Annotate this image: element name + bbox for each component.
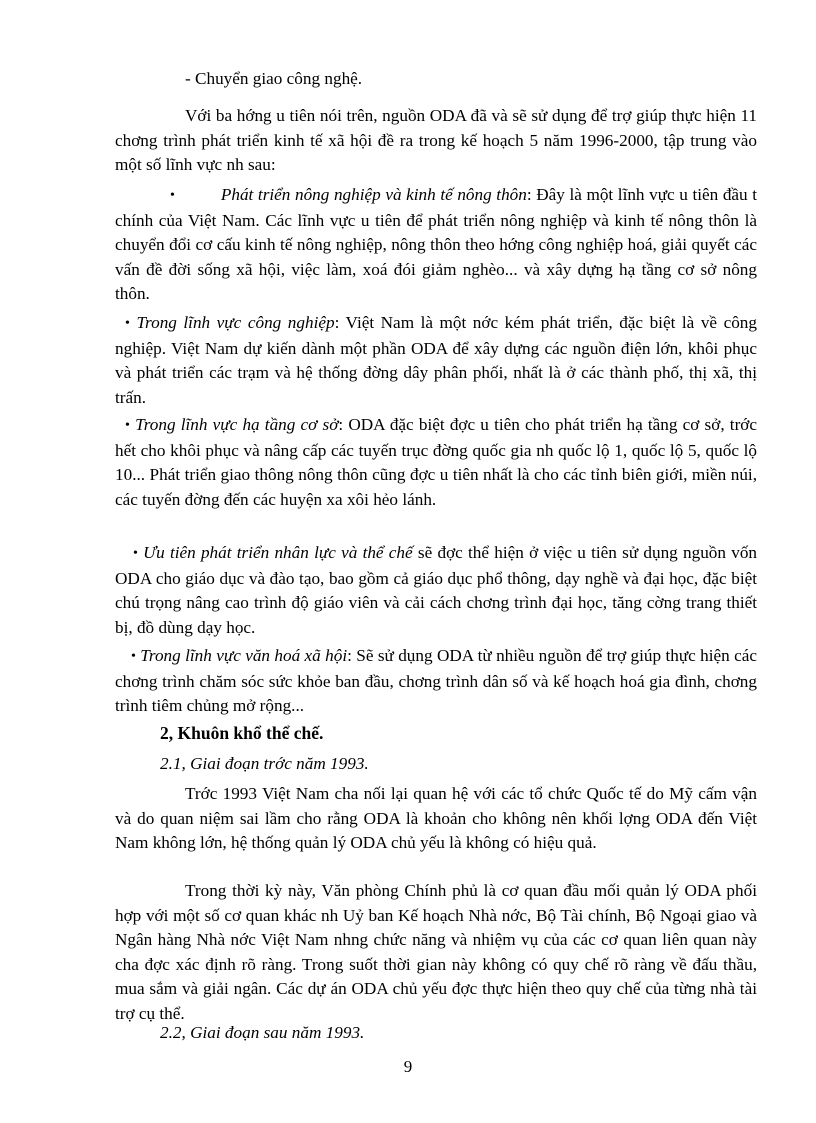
bullet-human-resources <box>115 541 757 640</box>
bullet-industry <box>115 311 757 410</box>
bullet-text: : Sẽ sử dụng ODA từ nhiều nguồn để trợ giúp thực hiện các chơng trình chăm sóc sức khỏe ban đầu, chơng trình dân số và kế hoạch hoá gia đình, chơng trình tiêm chủng mở rộng... <box>115 646 758 715</box>
bullet-icon: • <box>125 418 130 433</box>
bullet-text: sẽ đợc thể hiện ở việc u tiên sử dụng nguồn vốn ODA cho giáo dục và đào tạo, bao gồm cả giáo dục phổ thông, dạy nghề và đại học, đặc biệt chú trọng nâng cao trình độ giáo viên và cải cách chơng trình đại học, tăng cờng trang thiết bị, đồ dùng dạy học. <box>115 543 758 637</box>
bullet-icon: • <box>133 546 138 561</box>
subsection-heading-2-2: 2.2, Giai đoạn sau năm 1993. <box>160 1023 365 1042</box>
intro-paragraph: Với ba hớng u tiên nói trên, nguồn ODA đã và sẽ sử dụng để trợ giúp thực hiện 11 chơng trình phát triển kinh tế xã hội đề ra trong kế hoạch 5 năm 1996-2000, tập trung vào một số lĩnh vực nh sau: <box>115 106 757 174</box>
bullet-infrastructure <box>115 413 757 512</box>
bullet-text: : Việt Nam là một nớc kém phát triển, đặc biệt là về công nghiệp. Việt Nam dự kiến dành một phần ODA để xây dựng các nguồn điện lớn, khôi phục và phát triển các trạm và hệ thống đờng dây phân phối, nhất là ở các thành phố, thị xã, thị trấn. <box>115 313 757 407</box>
section-heading: 2, Khuôn khổ thể chế. <box>160 723 324 743</box>
paragraph-2-1-a: Trớc 1993 Việt Nam cha nối lại quan hệ với các tổ chức Quốc tế do Mỹ cấm vận và do quan niệm sai lầm cho rằng ODA là khoản cho không nên khối lợng ODA đến Việt Nam không lớn, hệ thống quản lý ODA chủ yếu là không có hiệu quả. <box>115 784 757 852</box>
intro-list-item: - Chuyển giao công nghệ. <box>185 69 363 88</box>
bullet-icon: • <box>170 188 175 203</box>
bullet-lead: Phát triển nông nghiệp và kinh tế nông thôn <box>220 185 527 204</box>
paragraph-2-1-b: Trong thời kỳ này, Văn phòng Chính phủ là cơ quan đầu mối quản lý ODA phối hợp với một số cơ quan khác nh Uỷ ban Kế hoạch Nhà nớc, Bộ Tài chính, Bộ Ngoại giao và Ngân hàng Nhà nớc Việt Nam nhng chức năng và nhiệm vụ của các cơ quan liên quan này cha đợc xác định rõ ràng. Trong suốt thời gian này không có quy chế rõ ràng về đấu thầu, mua sắm và giải ngân. Các dự án ODA chủ yếu đợc thực hiện theo quy chế của từng nhà tài trợ cụ thể. <box>115 881 757 1023</box>
bullet-icon: • <box>125 316 130 331</box>
bullet-text: : Đây là một lĩnh vực u tiên đầu t chính của Việt Nam. Các lĩnh vực u tiên để phát triển nông nghiệp và kinh tế nông thôn là chuyển đổi cơ cấu kinh tế nông nghiệp, nông thôn theo hớng công nghiệp hoá, giải quyết các vấn đề đời sống xã hội, việc làm, xoá đói giảm nghèo... và xây dựng hạ tầng cơ sở nông thôn. <box>115 185 757 303</box>
bullet-lead: Trong lĩnh vực hạ tầng cơ sở <box>135 415 339 434</box>
bullet-culture-society <box>115 644 757 719</box>
bullet-lead: Trong lĩnh vực công nghiệp <box>136 313 335 332</box>
page-number: 9 <box>403 1057 413 1076</box>
bullet-lead: Ưu tiên phát triển nhân lực và thể chế <box>143 543 413 562</box>
bullet-agriculture <box>115 183 757 307</box>
bullet-lead: Trong lĩnh vực văn hoá xã hội <box>140 646 348 665</box>
subsection-heading-2-1: 2.1, Giai đoạn trớc năm 1993. <box>160 754 369 773</box>
bullet-icon: • <box>131 649 136 664</box>
bullet-text: : ODA đặc biệt đợc u tiên cho phát triển hạ tầng cơ sở, trớc hết cho khôi phục và nâng cấp các tuyến trục đờng quốc gia nh quốc lộ 1, quốc lộ 5, quốc lộ 10... Phát triển giao thông nông thôn cũng đợc u tiên nhất là cho các tỉnh biên giới, miền núi, các tuyến đờng đến các huyện xa xôi hẻo lánh. <box>115 415 758 509</box>
